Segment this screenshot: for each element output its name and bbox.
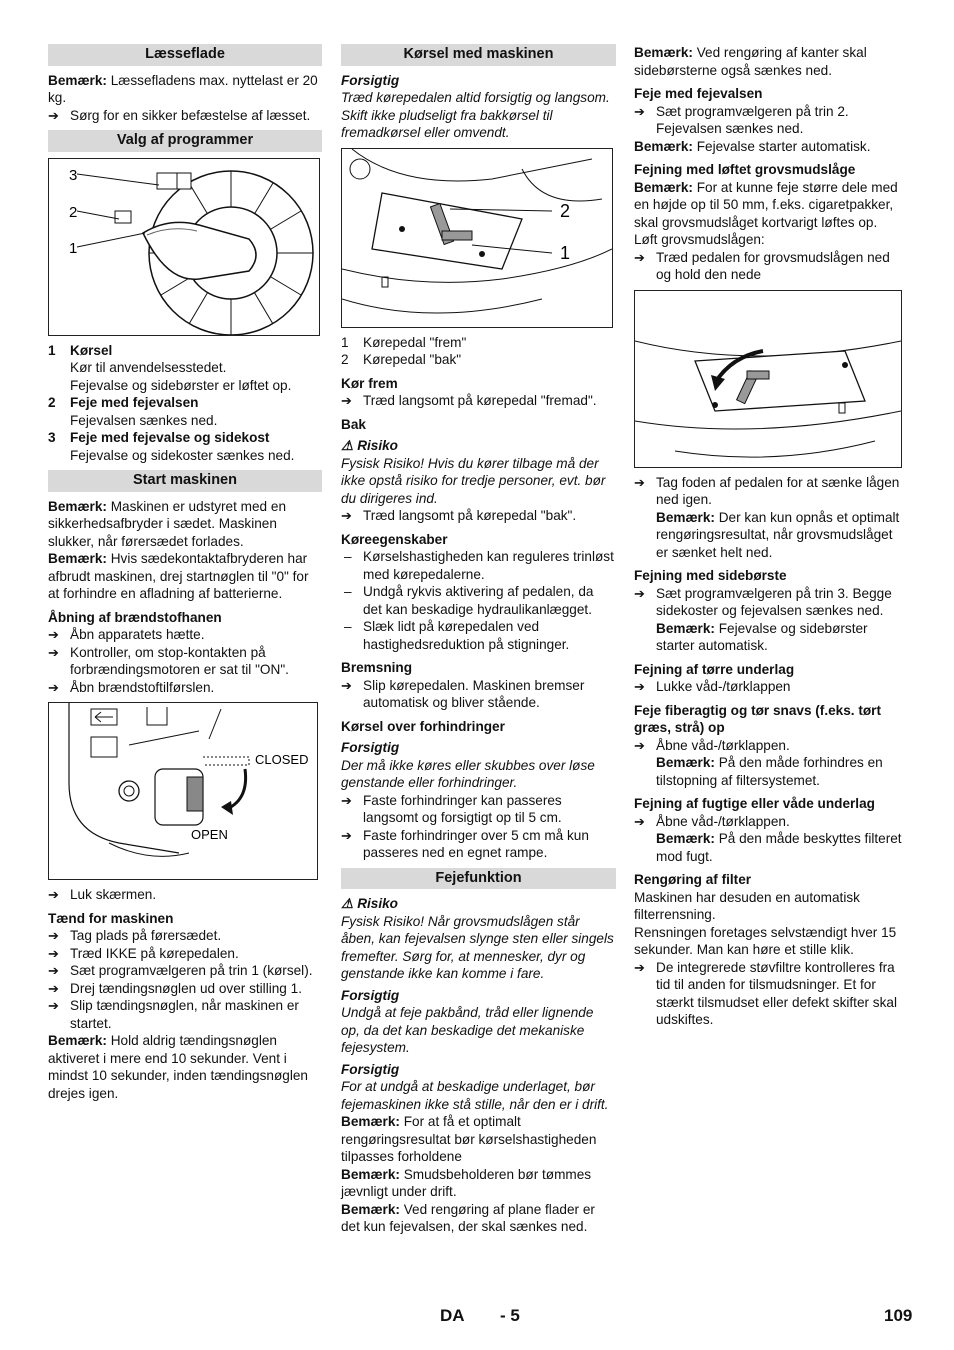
- section-heading-start: Start maskinen: [48, 470, 322, 492]
- bullet-item: ➔ Sæt programvælgeren på trin 3. Begge sidekoster og fejevalsen sænkes ned.: [634, 585, 906, 620]
- caution-text: Træd kørepedalen altid forsigtig og langsom. Skift ikke pludseligt fra bakkørsel til fremadkørsel eller omvendt.: [341, 90, 610, 140]
- caution-label: Forsigtig: [341, 72, 400, 88]
- closed-label: CLOSED: [255, 752, 309, 767]
- column-2: [341, 44, 616, 1236]
- bullet-item: ➔ Træd langsomt på kørepedal "fremad".: [341, 392, 616, 410]
- caution-label: Forsigtig: [341, 987, 400, 1003]
- note: Bemærk: Maskinen er udstyret med en sikkerhedsafbryder i sædet. Maskinen slukker, når førersædet forlades.: [48, 498, 287, 549]
- bullet-item: ➔ Sæt programvælgeren på trin 2. Fejevalsen sænkes ned.: [634, 103, 906, 138]
- bullet-item: ➔ Faste forhindringer kan passeres langsomt og forsigtigt op til 5 cm.: [341, 792, 616, 827]
- subheading-fugtig: Fejning af fugtige eller våde underlag: [634, 796, 875, 811]
- subheading-fiber: Feje fiberagtig og tør snavs (f.eks. tørt græs, strå) op: [634, 702, 881, 735]
- caution-text: Der må ikke køres eller skubbes over løse genstande eller forhindringer.: [341, 757, 595, 790]
- note: Bemærk: På den måde beskyttes filteret mod fugt.: [656, 831, 902, 864]
- bullet-item: ➔ Træd IKKE på kørepedalen.: [48, 945, 322, 963]
- note: Bemærk: På den måde forhindres en tilstopning af filtersystemet.: [656, 755, 883, 788]
- caution-label: Forsigtig: [341, 1061, 400, 1077]
- subheading-toer: Fejning af tørre underlag: [634, 661, 795, 677]
- subheading-hindring: Kørsel over forhindringer: [341, 718, 505, 734]
- subheading-bak: Bak: [341, 416, 366, 432]
- warning-icon: ⚠: [341, 438, 354, 453]
- subheading-grov: Fejning med løftet grovsmudslåge: [634, 162, 856, 177]
- bullet-item: ➔ Træd langsomt på kørepedal "bak".: [341, 507, 616, 525]
- open-label: OPEN: [191, 827, 228, 842]
- section-heading-programmer: Valg af programmer: [48, 130, 322, 152]
- bullet-item: ➔ De integrerede støvfiltre kontrolleres fra tid til anden for tilsmudsninger. Et for stærkt tilsmudset eller defekt skifter skal udskiftes.: [634, 959, 906, 1029]
- bullet-item: ➔ Lukke våd-/tørklappen: [634, 678, 906, 696]
- bullet-item: ➔ Sæt programvælgeren på trin 1 (kørsel).: [48, 962, 322, 980]
- drive-pedal-figure: [341, 148, 613, 328]
- bullet-item: ➔ Slip kørepedalen. Maskinen bremser automatisk og bliver stående.: [341, 677, 616, 712]
- program-selector-figure: [48, 158, 320, 336]
- program-item: 1 Kørsel Kør til anvendelsesstedet. Fejevalse og sidebørster er løftet op.: [48, 342, 292, 393]
- fig-label-1: 1: [69, 239, 78, 257]
- bullet-item: ➔ Åbne våd-/tørklappen.: [634, 737, 906, 755]
- note: Bemærk: Læssefladens max. nyttelast er 20 kg.: [48, 72, 318, 105]
- program-list: [48, 342, 322, 465]
- section-heading-koersel: Kørsel med maskinen: [341, 44, 616, 66]
- bullet-item: ➔ Drej tændingsnøglen ud over stilling 1.: [48, 980, 322, 998]
- risk-label: ⚠ Risiko: [341, 896, 398, 911]
- dash-item: – Kørselshastigheden kan reguleres trinløst med kørepedalerne.: [341, 548, 616, 583]
- risk-text: Fysisk Risiko! Når grovsmudslågen står åben, kan fejevalsen slynge sten eller singels fremefter. Sørg for, at mennesker, dyr og genstande ikke kan komme i fare.: [341, 913, 614, 981]
- text-line: Løft grovsmudslågen:: [634, 232, 765, 247]
- bullet-item: ➔ Åbn apparatets hætte.: [48, 626, 322, 644]
- risk-text: Fysisk Risiko! Hvis du kører tilbage må der ikke opstå risiko for tredje personer, evt. bør du dirigeres ind.: [341, 455, 606, 506]
- bullet-item: ➔ Tag plads på førersædet.: [48, 927, 322, 945]
- caution-text: For at undgå at beskadige underlaget, bør fejemaskinen ikke stå stille, når den er i drift.: [341, 1079, 609, 1112]
- note: Bemærk: Hvis sædekontaktafbryderen har afbrudt maskinen, drej startnøglen til "0" for at forhindre en afladning af batterierne.: [48, 551, 309, 601]
- fig-label-3: 3: [69, 166, 78, 184]
- note: Bemærk: Hold aldrig tændingsnøglen aktiveret i mere end 10 sekunder. Vent i mindst 10 sekunder, inden tændingsnøglen drejes igen.: [48, 1033, 308, 1101]
- dash-item: – Slæk lidt på kørepedalen ved hastighedsreduktion på stigninger.: [341, 618, 616, 653]
- section-heading-laesseflade: Læsseflade: [48, 44, 322, 66]
- page-footer: [0, 1307, 954, 1331]
- subheading-filter: Rengøring af filter: [634, 872, 752, 887]
- subheading-fuel: Åbning af brændstofhanen: [48, 609, 222, 625]
- subheading-fejevalsen: Feje med fejevalsen: [634, 86, 763, 101]
- caption: 1 Kørepedal "frem": [341, 334, 467, 350]
- caution-text: Undgå at feje pakbånd, tråd eller lignende op, da det kan beskadige det mekaniske fejesystem.: [341, 1005, 594, 1055]
- note: Bemærk: Smudsbeholderen bør tømmes jævnligt under drift.: [341, 1166, 592, 1199]
- note: Bemærk: For at få et optimalt rengøringsresultat bør kørselshastigheden tilpasses forholdene: [341, 1114, 597, 1164]
- section-number: - 5: [500, 1306, 520, 1325]
- fig-label-2: 2: [69, 203, 78, 221]
- column-3: [634, 44, 906, 1029]
- note: Bemærk: Fejevalse starter automatisk.: [634, 138, 871, 154]
- section-heading-feje: Fejefunktion: [341, 868, 616, 890]
- text-line: Maskinen har desuden en automatisk filterrensning.: [634, 889, 860, 922]
- bullet-item: ➔ Tag foden af pedalen for at sænke lågen ned igen.: [634, 474, 906, 509]
- page-number: 109: [884, 1306, 913, 1325]
- note: Bemærk: Der kan kun opnås et optimalt rengøringsresultat, når grovsmudslåget er sænket helt ned.: [656, 509, 900, 560]
- bullet-item: ➔ Åbn brændstoftilførslen.: [48, 679, 322, 697]
- subheading-egenskaber: Køreegenskaber: [341, 531, 448, 547]
- risk-label: ⚠ Risiko: [341, 438, 398, 453]
- subheading-frem: Kør frem: [341, 375, 398, 391]
- flap-pedal-figure: [634, 290, 902, 468]
- bullet-item: ➔ Faste forhindringer over 5 cm må kun passeres ned en egnet rampe.: [341, 827, 616, 862]
- note: Bemærk: Fejevalse og sidebørster starter automatisk.: [656, 620, 868, 653]
- column-1: [48, 44, 322, 1102]
- note: Bemærk: For at kunne feje større dele med en højde op til 50 mm, f.eks. cigaretpakker, skal grovsmudslåget kortvarigt løftes op.: [634, 179, 898, 230]
- bullet-item: ➔ Træd pedalen for grovsmudslågen ned og hold den nede: [634, 249, 906, 284]
- subheading-ignite: Tænd for maskinen: [48, 910, 174, 926]
- bullet-item: ➔ Luk skærmen.: [48, 886, 322, 904]
- language-code: DA: [440, 1306, 465, 1325]
- fuel-valve-figure: [48, 702, 318, 880]
- dash-item: – Undgå rykvis aktivering af pedalen, da det kan beskadige hydraulikanlægget.: [341, 583, 616, 618]
- program-item: 3 Feje med fejevalse og sidekost Fejevalse og sidekoster sænkes ned.: [48, 430, 295, 463]
- warning-icon: ⚠: [341, 896, 354, 911]
- note: Bemærk: Ved rengøring af plane flader er det kun fejevalsen, der skal sænkes ned.: [341, 1201, 595, 1234]
- program-item: 2 Feje med fejevalsen Fejevalsen sænkes ned.: [48, 395, 218, 428]
- bullet-item: ➔ Kontroller, om stop-kontakten på forbrændingsmotoren er sat til "ON".: [48, 644, 322, 679]
- note: Bemærk: Ved rengøring af kanter skal sidebørsterne også sænkes ned.: [634, 45, 867, 78]
- caution-label: Forsigtig: [341, 740, 400, 755]
- subheading-side: Fejning med sidebørste: [634, 568, 787, 583]
- fig-label-2: 2: [560, 200, 571, 221]
- bullet-item: ➔ Slip tændingsnøglen, når maskinen er startet.: [48, 997, 322, 1032]
- subheading-brems: Bremsning: [341, 660, 413, 675]
- fig-label-1: 1: [560, 242, 571, 263]
- caption: 2 Kørepedal "bak": [341, 352, 462, 367]
- bullet-item: ➔ Sørg for en sikker befæstelse af læsset.: [48, 107, 322, 125]
- bullet-item: ➔ Åbne våd-/tørklappen.: [634, 813, 906, 831]
- text-line: Rensningen foretages selvstændigt hver 15 sekunder. Man kan høre et stille klik.: [634, 924, 897, 957]
